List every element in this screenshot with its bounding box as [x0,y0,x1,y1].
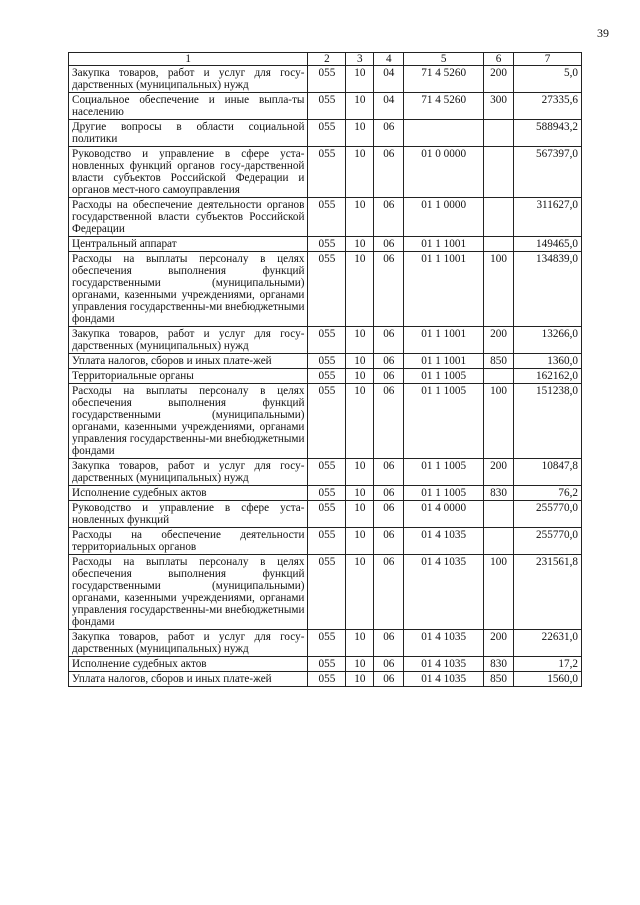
row-subsection-code-cell: 06 [374,369,404,384]
column-header-4: 4 [374,53,404,66]
row-target-article-cell: 01 4 1035 [404,657,484,672]
row-target-article-cell: 01 4 1035 [404,672,484,687]
row-name-cell: Закупка товаров, работ и услуг для госу-дарственных (муниципальных) нужд [69,327,308,354]
row-section-code-cell: 10 [346,555,374,630]
row-target-article-cell: 01 4 1035 [404,528,484,555]
row-target-article-cell: 01 1 1001 [404,237,484,252]
table-row [69,198,582,237]
row-subsection-code-cell: 06 [374,327,404,354]
row-subsection-code-cell: 06 [374,657,404,672]
row-subsection-code-cell: 06 [374,486,404,501]
table-row [69,147,582,198]
row-expense-type-cell: 850 [484,672,514,687]
row-subsection-code-cell: 06 [374,459,404,486]
row-amount-cell: 13266,0 [514,327,582,354]
row-expense-type-cell: 200 [484,630,514,657]
row-expense-type-cell: 300 [484,93,514,120]
row-subsection-code-cell: 06 [374,555,404,630]
row-expense-type-cell [484,237,514,252]
row-ministry-code-cell: 055 [308,237,346,252]
row-name-cell: Закупка товаров, работ и услуг для госу-дарственных (муниципальных) нужд [69,66,308,93]
row-ministry-code-cell: 055 [308,459,346,486]
table-row [69,237,582,252]
row-expense-type-cell: 100 [484,384,514,459]
row-name-cell: Центральный аппарат [69,237,308,252]
table-row [69,327,582,354]
row-name-cell: Другие вопросы в области социальной политики [69,120,308,147]
row-section-code-cell: 10 [346,327,374,354]
row-section-code-cell: 10 [346,672,374,687]
row-section-code-cell: 10 [346,354,374,369]
row-name-cell: Исполнение судебных актов [69,657,308,672]
row-section-code-cell: 10 [346,66,374,93]
row-amount-cell: 149465,0 [514,237,582,252]
table-row [69,630,582,657]
table-header-row [69,53,582,66]
row-target-article-cell: 01 1 1001 [404,252,484,327]
column-header-6: 6 [484,53,514,66]
row-expense-type-cell [484,528,514,555]
row-name-cell: Уплата налогов, сборов и иных плате-жей [69,672,308,687]
row-expense-type-cell [484,369,514,384]
row-ministry-code-cell: 055 [308,555,346,630]
row-name-cell: Уплата налогов, сборов и иных плате-жей [69,354,308,369]
row-amount-cell: 255770,0 [514,528,582,555]
row-section-code-cell: 10 [346,147,374,198]
row-subsection-code-cell: 06 [374,198,404,237]
row-subsection-code-cell: 06 [374,252,404,327]
row-section-code-cell: 10 [346,459,374,486]
column-header-5: 5 [404,53,484,66]
row-ministry-code-cell: 055 [308,369,346,384]
row-target-article-cell: 01 1 1001 [404,354,484,369]
row-name-cell: Исполнение судебных актов [69,486,308,501]
row-ministry-code-cell: 055 [308,327,346,354]
row-expense-type-cell: 830 [484,657,514,672]
row-name-cell: Расходы на выплаты персоналу в целях обеспечения выполнения функций государственными (муниципальными) органами, казенными учреждениями, органами управления государственны-ми внебюджетными фондами [69,555,308,630]
page-number: 39 [597,26,609,40]
row-name-cell: Руководство и управление в сфере уста-новленных функций органов госу-дарственной власти субъектов Российской Федерации и органов мест-ного самоуправления [69,147,308,198]
row-ministry-code-cell: 055 [308,93,346,120]
row-amount-cell: 162162,0 [514,369,582,384]
row-subsection-code-cell: 06 [374,630,404,657]
row-expense-type-cell: 200 [484,459,514,486]
table-row [69,657,582,672]
row-ministry-code-cell: 055 [308,384,346,459]
row-name-cell: Расходы на выплаты персоналу в целях обеспечения выполнения функций государственными (муниципальными) органами, казенными учреждениями, органами управления государственны-ми внебюджетными фондами [69,384,308,459]
row-ministry-code-cell: 055 [308,672,346,687]
row-amount-cell: 10847,8 [514,459,582,486]
row-ministry-code-cell: 055 [308,630,346,657]
table-row [69,501,582,528]
column-header-3: 3 [346,53,374,66]
row-ministry-code-cell: 055 [308,486,346,501]
row-ministry-code-cell: 055 [308,528,346,555]
column-header-1: 1 [69,53,308,66]
row-target-article-cell: 01 4 1035 [404,630,484,657]
row-amount-cell: 567397,0 [514,147,582,198]
table-row [69,486,582,501]
row-subsection-code-cell: 06 [374,672,404,687]
row-expense-type-cell: 830 [484,486,514,501]
row-subsection-code-cell: 06 [374,384,404,459]
row-ministry-code-cell: 055 [308,252,346,327]
row-name-cell: Расходы на обеспечение деятельности органов государственной власти субъектов Российской Федерации [69,198,308,237]
row-subsection-code-cell: 06 [374,237,404,252]
table-row [69,369,582,384]
column-header-7: 7 [514,53,582,66]
row-target-article-cell [404,120,484,147]
row-subsection-code-cell: 04 [374,93,404,120]
row-ministry-code-cell: 055 [308,120,346,147]
row-ministry-code-cell: 055 [308,66,346,93]
row-expense-type-cell: 200 [484,66,514,93]
row-name-cell: Закупка товаров, работ и услуг для госу-дарственных (муниципальных) нужд [69,630,308,657]
row-section-code-cell: 10 [346,384,374,459]
row-name-cell: Расходы на обеспечение деятельности территориальных органов [69,528,308,555]
row-expense-type-cell [484,147,514,198]
row-expense-type-cell [484,501,514,528]
row-expense-type-cell: 100 [484,252,514,327]
table-row [69,66,582,93]
row-section-code-cell: 10 [346,657,374,672]
row-amount-cell: 134839,0 [514,252,582,327]
row-subsection-code-cell: 06 [374,528,404,555]
table-row [69,672,582,687]
row-section-code-cell: 10 [346,630,374,657]
table-row [69,459,582,486]
table-row [69,120,582,147]
row-ministry-code-cell: 055 [308,501,346,528]
row-target-article-cell: 01 1 1005 [404,486,484,501]
row-target-article-cell: 01 1 1005 [404,384,484,459]
row-amount-cell: 27335,6 [514,93,582,120]
row-section-code-cell: 10 [346,120,374,147]
row-target-article-cell: 71 4 5260 [404,66,484,93]
row-name-cell: Расходы на выплаты персоналу в целях обеспечения выполнения функций государственными (муниципальными) органами, казенными учреждениями, органами управления государственны-ми внебюджетными фондами [69,252,308,327]
table-row [69,252,582,327]
row-subsection-code-cell: 04 [374,66,404,93]
row-ministry-code-cell: 055 [308,147,346,198]
row-name-cell: Закупка товаров, работ и услуг для госу-дарственных (муниципальных) нужд [69,459,308,486]
row-target-article-cell: 01 4 0000 [404,501,484,528]
row-ministry-code-cell: 055 [308,657,346,672]
row-target-article-cell: 01 1 1005 [404,459,484,486]
table-row [69,354,582,369]
row-target-article-cell: 01 4 1035 [404,555,484,630]
row-expense-type-cell [484,198,514,237]
row-section-code-cell: 10 [346,528,374,555]
row-target-article-cell: 01 1 1005 [404,369,484,384]
row-subsection-code-cell: 06 [374,120,404,147]
row-subsection-code-cell: 06 [374,501,404,528]
row-target-article-cell: 01 1 0000 [404,198,484,237]
row-subsection-code-cell: 06 [374,354,404,369]
row-amount-cell: 5,0 [514,66,582,93]
row-name-cell: Территориальные органы [69,369,308,384]
row-subsection-code-cell: 06 [374,147,404,198]
row-target-article-cell: 71 4 5260 [404,93,484,120]
budget-table [68,52,582,687]
row-amount-cell: 1360,0 [514,354,582,369]
row-amount-cell: 255770,0 [514,501,582,528]
row-section-code-cell: 10 [346,93,374,120]
table-body [69,66,582,687]
row-amount-cell: 76,2 [514,486,582,501]
row-amount-cell: 151238,0 [514,384,582,459]
row-target-article-cell: 01 1 1001 [404,327,484,354]
row-section-code-cell: 10 [346,369,374,384]
row-amount-cell: 22631,0 [514,630,582,657]
row-amount-cell: 1560,0 [514,672,582,687]
column-header-2: 2 [308,53,346,66]
row-section-code-cell: 10 [346,198,374,237]
table-row [69,384,582,459]
table-row [69,93,582,120]
row-section-code-cell: 10 [346,501,374,528]
row-expense-type-cell [484,120,514,147]
row-ministry-code-cell: 055 [308,354,346,369]
row-ministry-code-cell: 055 [308,198,346,237]
row-amount-cell: 311627,0 [514,198,582,237]
row-expense-type-cell: 200 [484,327,514,354]
row-section-code-cell: 10 [346,237,374,252]
row-amount-cell: 588943,2 [514,120,582,147]
row-name-cell: Социальное обеспечение и иные выпла-ты населению [69,93,308,120]
row-amount-cell: 17,2 [514,657,582,672]
row-amount-cell: 231561,8 [514,555,582,630]
table-row [69,555,582,630]
row-target-article-cell: 01 0 0000 [404,147,484,198]
row-section-code-cell: 10 [346,486,374,501]
row-expense-type-cell: 100 [484,555,514,630]
table-row [69,528,582,555]
row-name-cell: Руководство и управление в сфере уста-новленных функций [69,501,308,528]
row-expense-type-cell: 850 [484,354,514,369]
row-section-code-cell: 10 [346,252,374,327]
